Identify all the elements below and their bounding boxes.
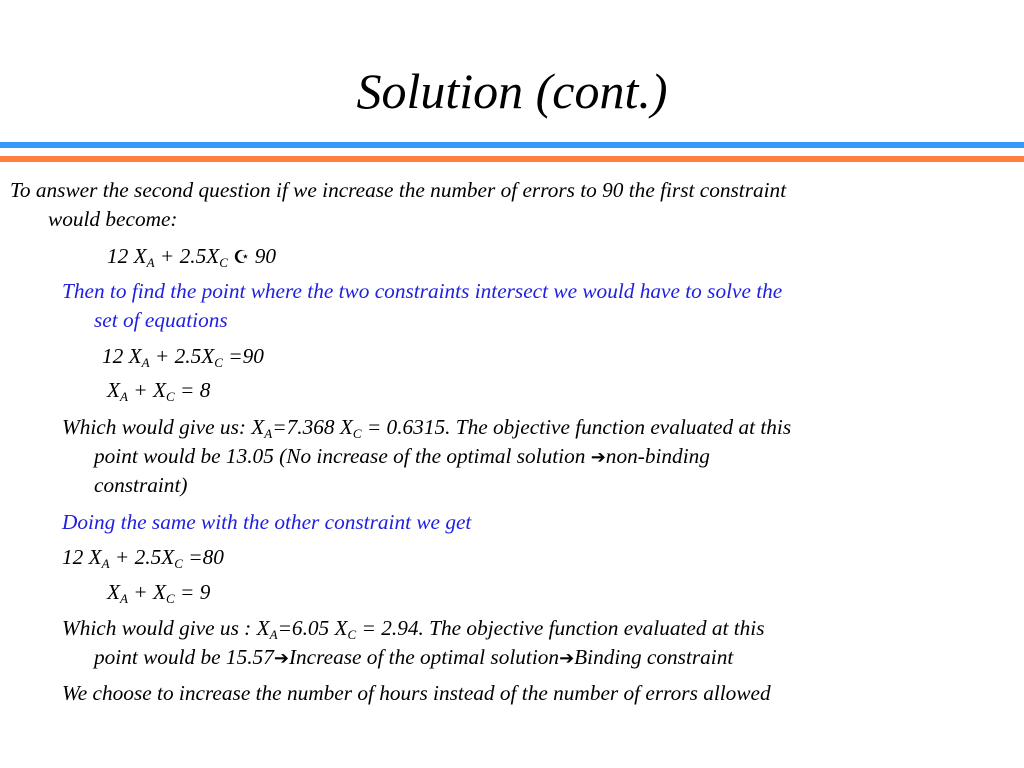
paragraph-text: =7.368 X [272,415,353,439]
equation-text: 90 [249,244,277,268]
subscript-a: A [264,426,273,441]
paragraph-text: Which would give us: X [62,415,265,439]
right-arrow-icon: ➔ [590,447,606,467]
paragraph-result-2 [62,614,765,643]
equation-text: =80 [182,545,224,569]
subscript-a: A [120,389,128,404]
paragraph-text: = 0.6315. The objective function evaluated at this [361,415,792,439]
paragraph-intersection-cont [94,306,228,335]
paragraph-text: constraint) [94,473,188,497]
subscript-a: A [269,627,278,642]
subscript-c: C [174,556,183,571]
equation-text: + X [127,580,166,604]
subscript-c: C [214,355,223,370]
paragraph-result-1-cont [94,442,710,472]
paragraph-text: Which would give us : X [62,616,270,640]
equation-text: X [107,378,121,402]
paragraph-text: Binding constraint [574,645,734,669]
equation-text: = 9 [174,580,211,604]
equation-new-constraint [107,242,276,272]
equation-text: = 8 [174,378,211,402]
paragraph-second-question-cont [48,205,178,234]
title-divider-orange [0,156,1024,162]
paragraph-text: set of equations [94,308,228,332]
paragraph-text: Doing the same with the other constraint we get [62,510,472,534]
equation-text: =90 [222,344,264,368]
paragraph-text: =6.05 X [277,616,348,640]
subscript-a: A [141,355,150,370]
paragraph-text: non-binding [605,444,710,468]
title-divider-blue [0,142,1024,148]
equation-text: 12 X [102,344,142,368]
equation-text: 12 X [62,545,102,569]
paragraph-intersection [62,277,782,306]
right-arrow-icon: ➔ [559,648,575,668]
equation-text: + 2.5X [149,344,215,368]
equation-text: + 2.5X [154,244,220,268]
paragraph-text: would become: [48,207,178,231]
equation-text: X [107,580,121,604]
subscript-a: A [101,556,110,571]
subscript-c: C [352,426,362,441]
paragraph-text: point would be 13.05 (No increase of the optimal solution [94,444,591,468]
equation-4 [107,578,210,607]
paragraph-result-1-cont2 [94,471,187,500]
paragraph-other-constraint [62,508,471,537]
subscript-a: A [146,255,155,270]
right-arrow-icon: ➔ [273,648,289,668]
paragraph-text: To answer the second question if we increase the number of errors to 90 the first constraint [10,178,787,202]
equation-text: + 2.5X [109,545,175,569]
subscript-c: C [166,389,175,404]
equation-2 [107,376,210,405]
paragraph-result-2-cont [94,643,733,673]
equation-text: 12 X [107,244,147,268]
paragraph-text: We choose to increase the number of hours instead of the number of errors allowed [62,681,771,705]
unsupported-glyph-icon: ☪ [233,247,250,267]
paragraph-result-1 [62,413,791,442]
equation-3 [62,543,224,572]
paragraph-text: Increase of the optimal solution [288,645,560,669]
equation-text: + X [127,378,166,402]
equation-1 [102,342,264,371]
paragraph-conclusion [62,679,771,708]
paragraph-text: = 2.94. The objective function evaluated at this [356,616,765,640]
subscript-c: C [219,255,228,270]
paragraph-second-question [10,176,786,205]
slide-title: Solution (cont.) [356,63,668,119]
subscript-c: C [347,627,357,642]
subscript-a: A [120,591,128,606]
subscript-c: C [166,591,175,606]
paragraph-text: point would be 15.57 [94,645,274,669]
paragraph-text: Then to find the point where the two constraints intersect we would have to solve the [62,279,783,303]
